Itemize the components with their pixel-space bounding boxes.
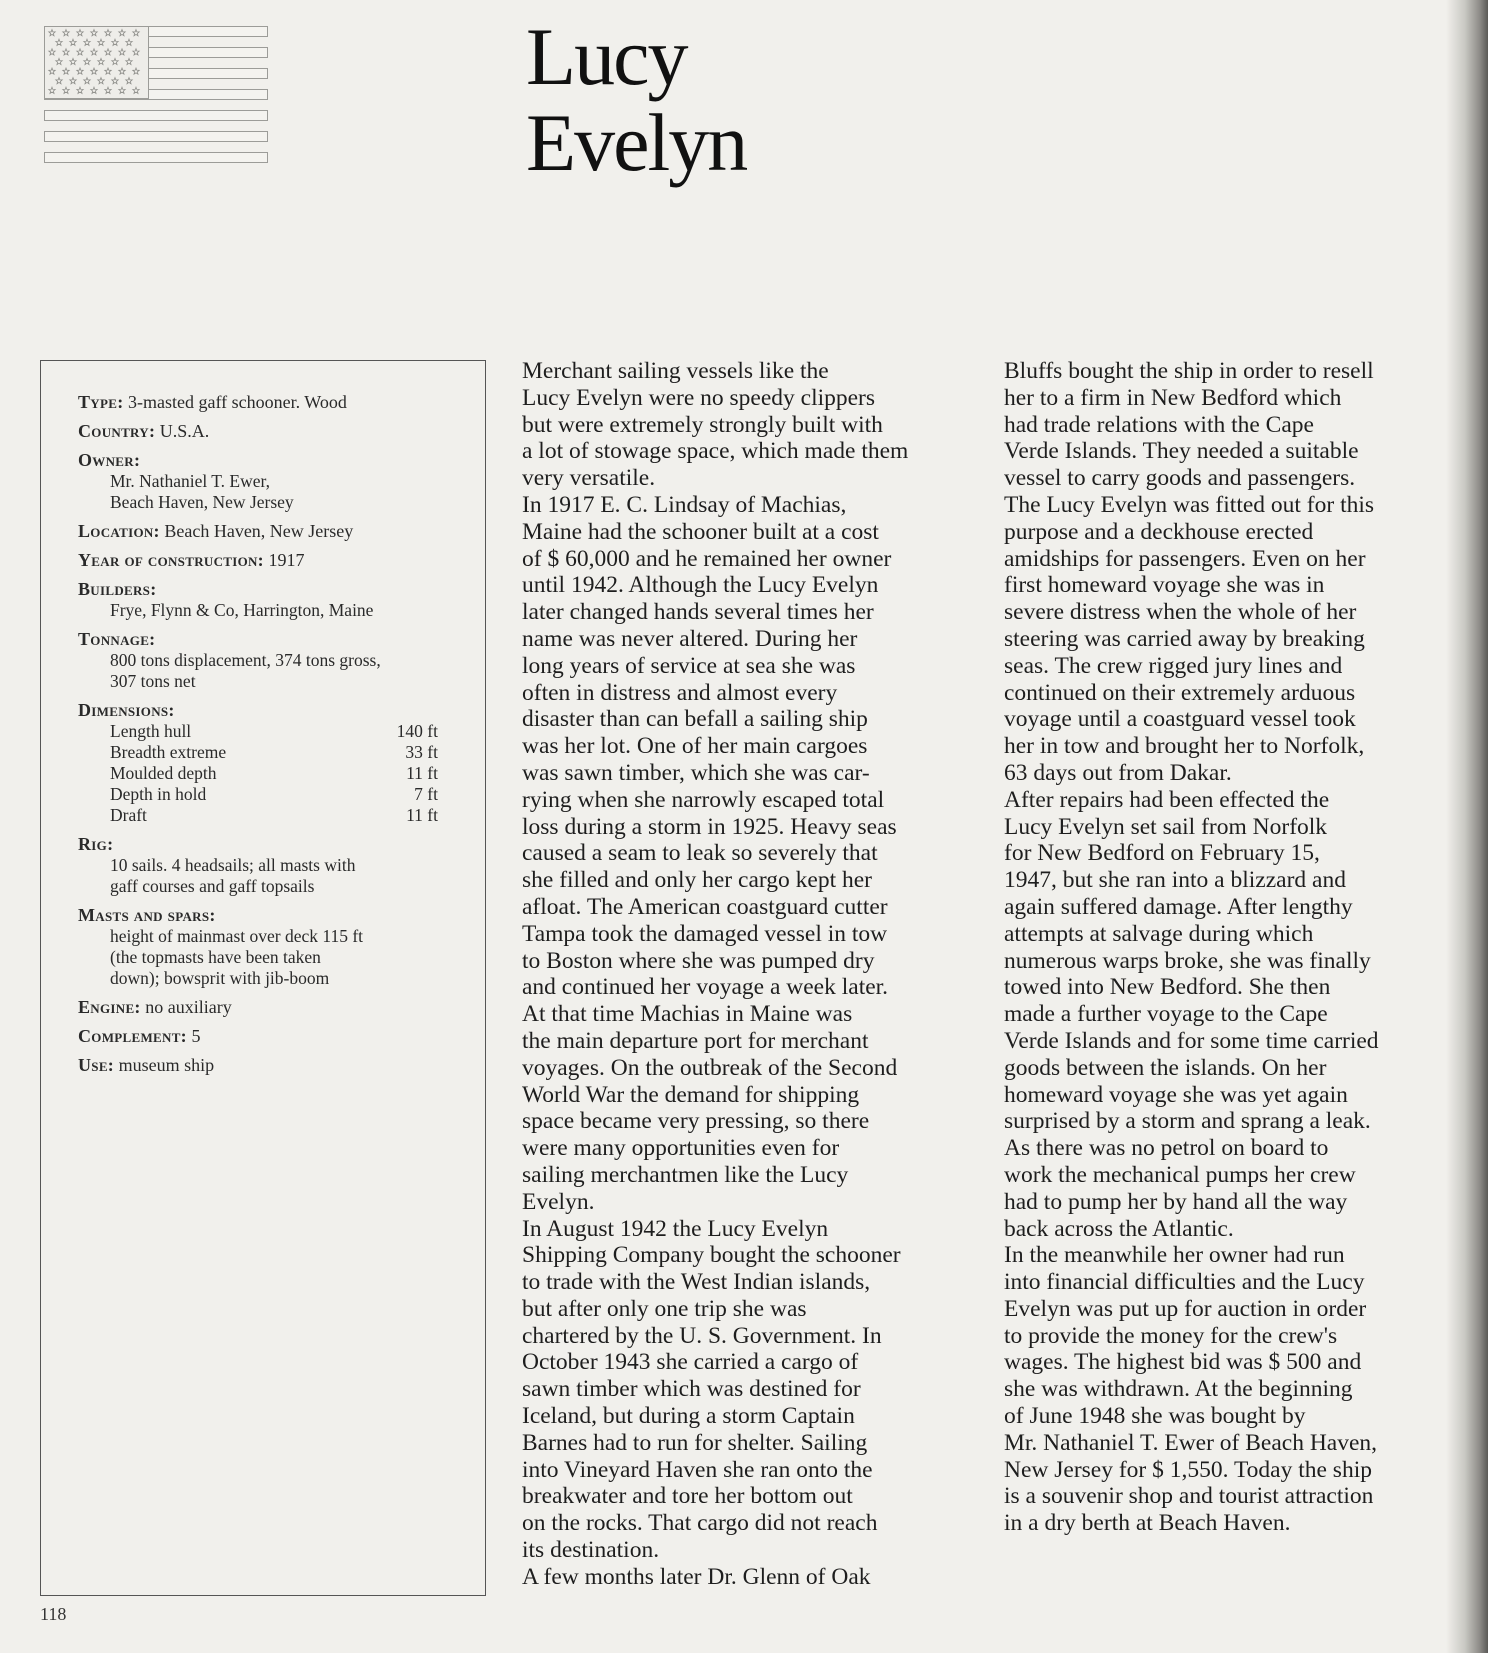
text-line: In August 1942 the Lucy Evelyn	[522, 1215, 829, 1242]
spec-owner-line-1: Mr. Nathaniel T. Ewer,	[110, 471, 270, 491]
text-line: but after only one trip she was	[522, 1295, 807, 1322]
paragraph	[1004, 358, 1449, 787]
text-line: in a dry berth at Beach Haven.	[1004, 1510, 1291, 1537]
spec-masts	[78, 905, 478, 989]
text-line: Evelyn.	[522, 1188, 595, 1215]
text-line: breakwater and tore her bottom out	[522, 1483, 853, 1510]
text-line: voyage until a coastguard vessel took	[1004, 706, 1356, 733]
dimension-value: 140 ft	[396, 721, 438, 741]
text-line: later changed hands several times her	[522, 599, 874, 626]
text-line: were many opportunities even for	[522, 1135, 840, 1162]
dimension-value: 11 ft	[406, 805, 438, 825]
text-line: was her lot. One of her main cargoes	[522, 733, 868, 760]
paragraph	[522, 492, 967, 1001]
dimension-name: Depth in hold	[110, 784, 207, 804]
spec-dimensions	[78, 700, 478, 826]
text-line: often in distress and almost every	[522, 679, 838, 706]
spec-builders-label: Builders:	[78, 579, 157, 599]
page-gutter-shadow	[1446, 0, 1488, 1653]
text-line: vessel to carry goods and passengers.	[1004, 465, 1356, 492]
text-line: Verde Islands. They needed a suitable	[1004, 438, 1359, 465]
text-line: steering was carried away by breaking	[1004, 625, 1365, 652]
dimension-row	[78, 805, 438, 826]
text-line: Verde Islands and for some time carried	[1004, 1027, 1379, 1054]
text-line: caused a seam to leak so severely that	[522, 840, 878, 867]
spec-tonnage-line-1: 800 tons displacement, 374 tons gross,	[110, 650, 381, 670]
spec-location-value: Beach Haven, New Jersey	[164, 521, 354, 541]
spec-masts-line-2: (the topmasts have been taken	[110, 947, 321, 967]
text-line: October 1943 she carried a cargo of	[522, 1349, 859, 1376]
text-line: was sawn timber, which she was car-	[522, 759, 870, 786]
text-line: and continued her voyage a week later.	[522, 974, 889, 1001]
text-line: Iceland, but during a storm Captain	[522, 1403, 855, 1430]
text-line: amidships for passengers. Even on her	[1004, 545, 1366, 572]
text-line: of June 1948 she was bought by	[1004, 1403, 1306, 1430]
text-line: she filled and only her cargo kept her	[522, 867, 872, 894]
spec-tonnage-label: Tonnage:	[78, 629, 156, 649]
spec-rig-line-2: gaff courses and gaff topsails	[110, 876, 315, 896]
paragraph	[1004, 787, 1449, 1243]
dimension-name: Moulded depth	[110, 763, 217, 783]
text-line: on the rocks. That cargo did not reach	[522, 1510, 878, 1537]
text-line: long years of service at sea she was	[522, 652, 856, 679]
spec-complement-label: Complement:	[78, 1026, 187, 1046]
spec-rig	[78, 834, 478, 897]
title-line-1: Lucy	[526, 11, 687, 102]
text-line: seas. The crew rigged jury lines and	[1004, 652, 1343, 679]
text-line: to trade with the West Indian islands,	[522, 1269, 871, 1296]
body-text-column-2	[1004, 358, 1449, 1537]
text-line: World War the demand for shipping	[522, 1081, 860, 1108]
text-line: A few months later Dr. Glenn of Oak	[522, 1563, 871, 1590]
text-line: Barnes had to run for shelter. Sailing	[522, 1429, 868, 1456]
paragraph	[1004, 1242, 1449, 1537]
text-line: In 1917 E. C. Lindsay of Machias,	[522, 491, 847, 518]
text-line: Maine had the schooner built at a cost	[522, 518, 879, 545]
text-line: first homeward voyage she was in	[1004, 572, 1325, 599]
spec-tonnage	[78, 629, 478, 692]
text-line: At that time Machias in Maine was	[522, 1001, 853, 1028]
text-line: Shipping Company bought the schooner	[522, 1242, 901, 1269]
text-line: 63 days out from Dakar.	[1004, 759, 1232, 786]
text-line: wages. The highest bid was $ 500 and	[1004, 1349, 1362, 1376]
text-line: sailing merchantmen like the Lucy	[522, 1161, 849, 1188]
text-line: a lot of stowage space, which made them	[522, 438, 909, 465]
page-number: 118	[40, 1604, 67, 1624]
spec-country-value: U.S.A.	[159, 421, 210, 441]
text-line: In the meanwhile her owner had run	[1004, 1242, 1345, 1269]
paragraph	[522, 1001, 967, 1215]
text-line: Merchant sailing vessels like the	[522, 358, 829, 384]
text-line: her in tow and brought her to Norfolk,	[1004, 733, 1365, 760]
paragraph	[522, 1216, 967, 1564]
text-line: Bluffs bought the ship in order to resell	[1004, 358, 1374, 384]
text-line: into financial difficulties and the Lucy	[1004, 1269, 1365, 1296]
text-line: the main departure port for merchant	[522, 1027, 869, 1054]
spec-tonnage-line-2: 307 tons net	[110, 671, 196, 691]
text-line: of $ 60,000 and he remained her owner	[522, 545, 892, 572]
spec-year-label: Year of construction:	[78, 550, 264, 570]
paragraph	[522, 358, 967, 492]
text-line: The Lucy Evelyn was fitted out for this	[1004, 491, 1375, 518]
text-line: Lucy Evelyn were no speedy clippers	[522, 384, 876, 411]
text-line: Mr. Nathaniel T. Ewer of Beach Haven,	[1004, 1429, 1378, 1456]
body-text-column-1	[522, 358, 967, 1591]
spec-dimensions-label: Dimensions:	[78, 700, 175, 720]
text-line: Evelyn was put up for auction in order	[1004, 1295, 1367, 1322]
text-line: Tampa took the damaged vessel in tow	[522, 920, 888, 947]
text-line: into Vineyard Haven she ran onto the	[522, 1456, 873, 1483]
text-line: she was withdrawn. At the beginning	[1004, 1376, 1353, 1403]
dimension-row	[78, 721, 438, 742]
text-line: numerous warps broke, she was finally	[1004, 947, 1371, 974]
spec-year-value: 1917	[268, 550, 305, 570]
text-line: goods between the islands. On her	[1004, 1054, 1327, 1081]
text-line: had trade relations with the Cape	[1004, 411, 1314, 438]
spec-rig-label: Rig:	[78, 834, 114, 854]
dimension-name: Draft	[110, 805, 147, 825]
text-line: her to a firm in New Bedford which	[1004, 384, 1342, 411]
dimension-row	[78, 742, 438, 763]
text-line: attempts at salvage during which	[1004, 920, 1314, 947]
spec-use-value: museum ship	[118, 1055, 215, 1075]
spec-type	[78, 392, 478, 413]
text-line: made a further voyage to the Cape	[1004, 1001, 1328, 1028]
text-line: name was never altered. During her	[522, 625, 858, 652]
text-line: loss during a storm in 1925. Heavy seas	[522, 813, 897, 840]
title-line-2: Evelyn	[526, 97, 747, 188]
dimension-row	[78, 763, 438, 784]
spec-masts-line-3: down); bowsprit with jib-boom	[110, 968, 330, 988]
text-line: to provide the money for the crew's	[1004, 1322, 1338, 1349]
text-line: severe distress when the whole of her	[1004, 599, 1357, 626]
spec-year	[78, 550, 478, 571]
text-line: is a souvenir shop and tourist attraction	[1004, 1483, 1374, 1510]
spec-rig-line-1: 10 sails. 4 headsails; all masts with	[110, 855, 356, 875]
text-line: for New Bedford on February 15,	[1004, 840, 1320, 867]
text-line: space became very pressing, so there	[522, 1108, 870, 1135]
spec-sheet	[78, 392, 478, 1084]
page-title	[526, 11, 747, 188]
spec-builders	[78, 579, 478, 621]
spec-masts-label: Masts and spars:	[78, 905, 216, 925]
text-line: purpose and a deckhouse erected	[1004, 518, 1314, 545]
text-line: 1947, but she ran into a blizzard and	[1004, 867, 1346, 894]
text-line: rying when she narrowly escaped total	[522, 786, 885, 813]
spec-location-label: Location:	[78, 521, 160, 541]
text-line: to Boston where she was pumped dry	[522, 947, 875, 974]
spec-country-label: Country:	[78, 421, 156, 441]
text-line: work the mechanical pumps her crew	[1004, 1161, 1356, 1188]
text-line: again suffered damage. After lengthy	[1004, 893, 1353, 920]
spec-type-value: 3-masted gaff schooner. Wood	[128, 392, 347, 412]
spec-complement	[78, 1026, 478, 1047]
text-line: As there was no petrol on board to	[1004, 1135, 1329, 1162]
spec-owner	[78, 450, 478, 513]
text-line: disaster than can befall a sailing ship	[522, 706, 868, 733]
text-line: towed into New Bedford. She then	[1004, 974, 1331, 1001]
text-line: voyages. On the outbreak of the Second	[522, 1054, 898, 1081]
spec-engine-value: no auxiliary	[145, 997, 232, 1017]
text-line: chartered by the U. S. Government. In	[522, 1322, 882, 1349]
text-line: very versatile.	[522, 465, 656, 492]
spec-type-label: Type:	[78, 392, 124, 412]
spec-country	[78, 421, 478, 442]
dimension-value: 33 ft	[405, 742, 438, 762]
paragraph	[522, 1564, 967, 1591]
text-line: sawn timber which was destined for	[522, 1376, 861, 1403]
spec-engine-label: Engine:	[78, 997, 141, 1017]
spec-builders-value: Frye, Flynn & Co, Harrington, Maine	[110, 600, 374, 620]
dimension-name: Breadth extreme	[110, 742, 227, 762]
text-line: homeward voyage she was yet again	[1004, 1081, 1348, 1108]
spec-location	[78, 521, 478, 542]
text-line: but were extremely strongly built with	[522, 411, 883, 438]
spec-owner-label: Owner:	[78, 450, 141, 470]
spec-complement-value: 5	[191, 1026, 201, 1046]
dimension-value: 11 ft	[406, 763, 438, 783]
text-line: After repairs had been effected the	[1004, 786, 1330, 813]
dimension-row	[78, 784, 438, 805]
text-line: afloat. The American coastguard cutter	[522, 893, 888, 920]
text-line: had to pump her by hand all the way	[1004, 1188, 1348, 1215]
text-line: back across the Atlantic.	[1004, 1215, 1234, 1242]
spec-engine	[78, 997, 478, 1018]
spec-use-label: Use:	[78, 1055, 115, 1075]
text-line: New Jersey for $ 1,550. Today the ship	[1004, 1456, 1372, 1483]
us-flag-outline-icon	[44, 26, 268, 166]
spec-owner-line-2: Beach Haven, New Jersey	[110, 492, 294, 512]
spec-use	[78, 1055, 478, 1076]
dimension-value: 7 ft	[414, 784, 438, 804]
spec-masts-line-1: height of mainmast over deck 115 ft	[110, 926, 364, 946]
text-line: continued on their extremely arduous	[1004, 679, 1356, 706]
text-line: its destination.	[522, 1537, 660, 1564]
text-line: Lucy Evelyn set sail from Norfolk	[1004, 813, 1328, 840]
text-line: until 1942. Although the Lucy Evelyn	[522, 572, 879, 599]
dimension-name: Length hull	[110, 721, 192, 741]
text-line: surprised by a storm and sprang a leak.	[1004, 1108, 1371, 1135]
